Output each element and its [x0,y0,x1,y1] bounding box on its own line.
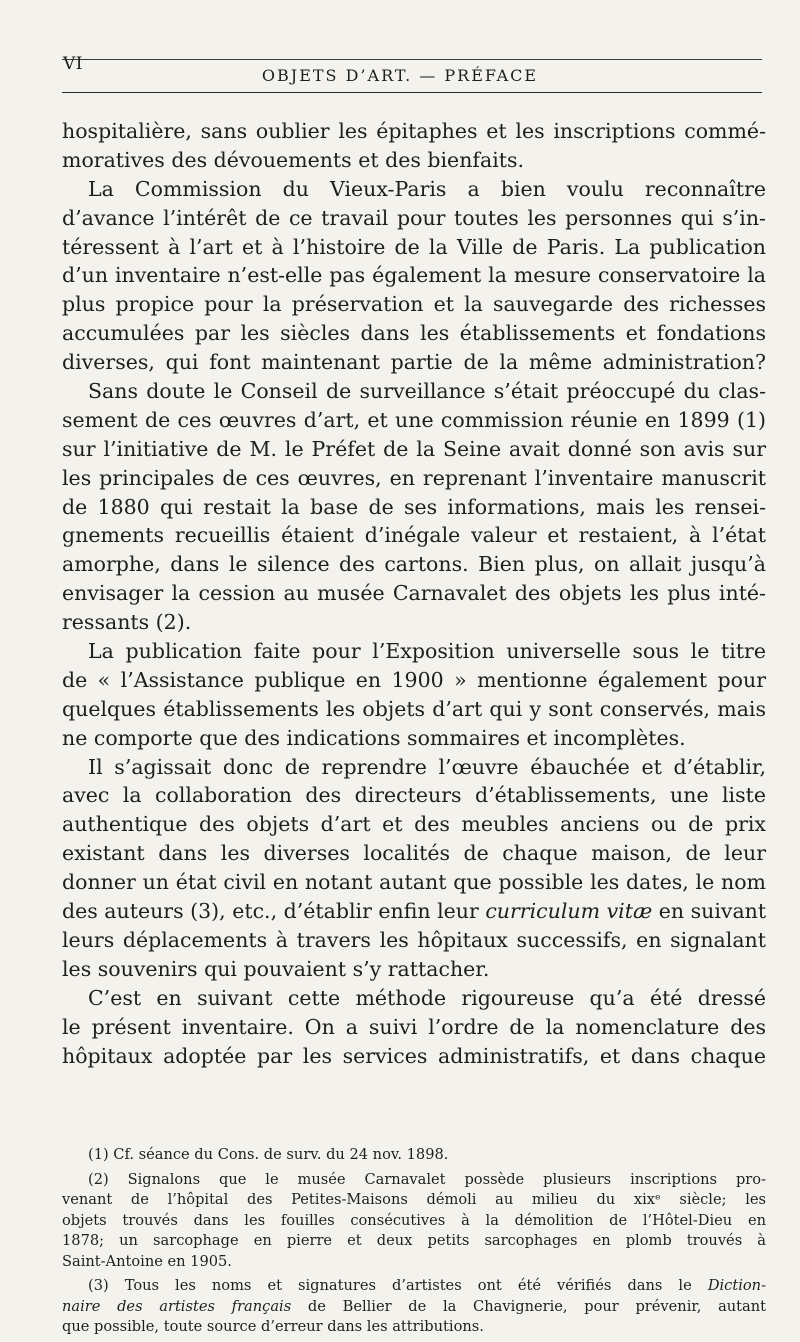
text-segment: des auteurs (3), etc., d’établir enfin leur [62,899,479,924]
text-line: leurs déplacements à travers les hôpitaux successifs, en signalant [62,927,766,952]
text-line: de « l’Assistance publique en 1900 » mentionne également pour [62,667,766,692]
text-line: accumulées par les siècles dans les établissements et fondations [62,321,766,346]
text-line: les souvenirs qui pouvaient s’y rattacher. [62,956,490,981]
text-segment: de Bellier de la Chavignerie, pour prévenir, autant [307,1297,767,1315]
text-segment: (3) Tous les noms et signatures d’artistes ont été vérifiés dans le [88,1277,692,1294]
text-line: Il s’agissait donc de reprendre l’œuvre ébauchée et d’établir, [88,754,766,779]
text-line [62,897,766,926]
text-line: sur l’initiative de M. le Préfet de la Seine avait donné son avis sur [62,436,766,461]
footnote-2 [62,1170,766,1273]
text-line: gnements recueillis étaient d’inégale valeur et restaient, à l’état [62,523,766,548]
text-line: hôpitaux adoptée par les services administratifs, et dans chaque [62,1043,766,1068]
footnotes [62,1145,766,1342]
text-line: avec la collaboration des directeurs d’établissements, une liste [62,783,766,808]
page-number: VI [63,54,83,74]
text-line: La publication faite pour l’Exposition universelle sous le titre [88,639,766,664]
header-rule-top [62,59,762,60]
text-line: les principales de ces œuvres, en reprenant l’inventaire manuscrit [62,465,766,490]
footnote-line [62,1276,766,1297]
italic-title: Diction- [707,1277,767,1294]
text-line: La Commission du Vieux-Paris a bien voulu reconnaître [88,176,766,201]
text-line: existant dans les diverses localités de chaque maison, de leur [62,841,766,866]
footnote-line: 1878; un sarcophage en pierre et deux petits sarcophages en plomb trouvés à [62,1232,766,1249]
text-line: authentique des objets d’art et des meubles anciens ou de prix [62,812,766,837]
text-line: sement de ces œuvres d’art, et une commission réunie en 1899 (1) [62,407,766,432]
footnote-3 [62,1276,766,1338]
footnote-1 [62,1145,766,1166]
text-line: le présent inventaire. On a suivi l’ordre de la nomenclature des [62,1014,766,1039]
body-text [62,117,766,1070]
text-line: ressants (2). [62,610,192,635]
running-head: OBJETS D’ART. — PRÉFACE [261,66,539,85]
text-line: de 1880 qui restait la base de ses informations, mais les rensei- [62,494,766,519]
text-line: plus propice pour la préservation et la sauvegarde des richesses [62,292,766,317]
header-rule-bottom [62,92,762,93]
footnote-line: (2) Signalons que le musée Carnavalet possède plusieurs inscriptions pro- [88,1170,766,1188]
footnote-line: que possible, toute source d’erreur dans les attributions. [62,1318,484,1335]
text-line: d’un inventaire n’est-elle pas également la mesure conservatoire la [62,263,766,288]
text-line: Sans doute le Conseil de surveillance s’était préoccupé du clas- [88,379,766,404]
footnote-line: venant de l’hôpital des Petites-Maisons démoli au milieu du xixᵉ siècle; les [62,1191,766,1208]
text-line: envisager la cession au musée Carnavalet des objets les plus inté- [62,581,766,606]
text-line: quelques établissements les objets d’art qui y sont conservés, mais [62,696,766,721]
text-line: hospitalière, sans oublier les épitaphes et les inscriptions commé- [62,119,766,143]
text-segment: en suivant [658,899,767,924]
text-line: diverses, qui font maintenant partie de la même administration? [62,350,766,375]
text-line: amorphe, dans le silence des cartons. Bien plus, on allait jusqu’à [62,552,766,577]
text-line: téressent à l’art et à l’histoire de la Ville de Paris. La publication [62,234,766,259]
italic-title: naire des artistes français [62,1297,292,1315]
text-line: donner un état civil en notant autant que possible les dates, le nom [62,870,766,895]
footnote-line: (1) Cf. séance du Cons. de surv. du 24 nov. 1898. [88,1146,449,1163]
text-line: C’est en suivant cette méthode rigoureuse qu’a été dressé [88,985,766,1010]
text-line: ne comporte que des indications sommaires et incomplètes. [62,725,686,750]
italic-phrase: curriculum vitæ [485,899,653,924]
footnote-line: objets trouvés dans les fouilles consécutives à la démolition de l’Hôtel-Dieu en [62,1211,766,1229]
text-line: d’avance l’intérêt de ce travail pour toutes les personnes qui s’in- [62,205,766,230]
footnote-line: Saint-Antoine en 1905. [62,1252,232,1270]
footnote-line [62,1297,766,1318]
text-line: moratives des dévouements et des bienfaits. [62,147,525,172]
